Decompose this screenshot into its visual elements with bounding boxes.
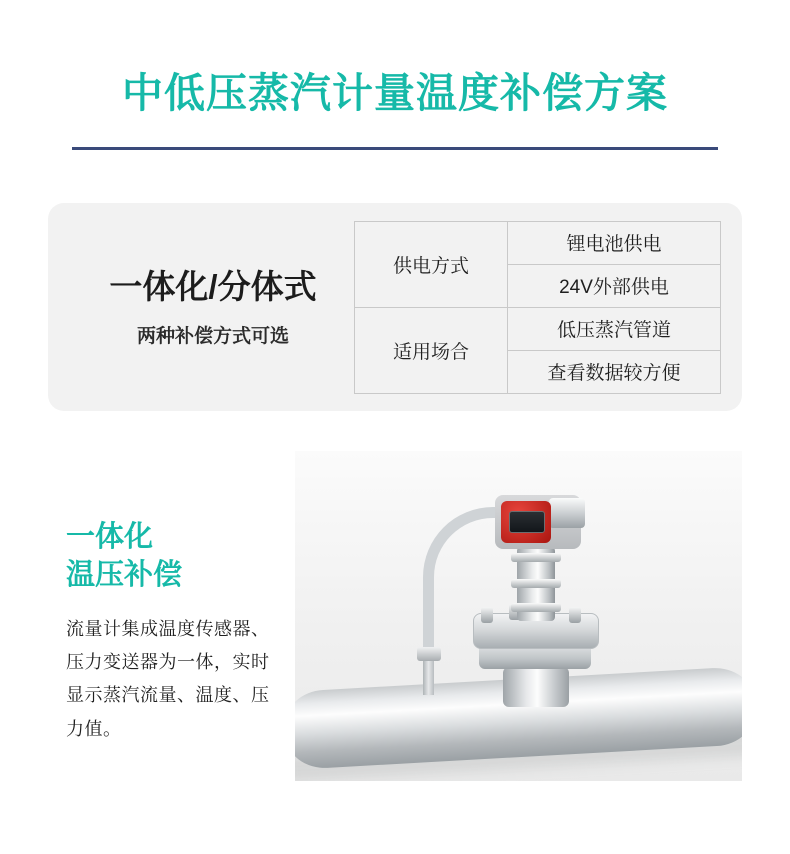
feature-desc-line-1: 流量计集成温度传感器、 xyxy=(66,618,270,639)
feature-text-block xyxy=(66,519,316,746)
flange-collar xyxy=(503,667,569,707)
meter-stem-ring xyxy=(511,579,561,588)
feature-desc-line-4: 力值。 xyxy=(66,718,122,739)
transmitter-display-screen xyxy=(509,511,545,533)
feature-title xyxy=(66,519,316,594)
spec-label-scene: 适用场合 xyxy=(355,307,508,393)
spec-value-power-1: 锂电池供电 xyxy=(508,221,721,264)
page-header xyxy=(0,0,790,150)
feature-desc-line-3: 显示蒸汽流量、温度、压 xyxy=(66,685,270,706)
feature-desc-line-2: 压力变送器为一体，实时 xyxy=(66,651,270,672)
page-title: 中低压蒸汽计量温度补偿方案 xyxy=(122,70,668,116)
feature-title-line-2: 温压补偿 xyxy=(66,558,183,591)
flange-bolt xyxy=(481,607,493,623)
spec-value-scene-2: 查看数据较方便 xyxy=(508,350,721,393)
flange-bolt xyxy=(569,607,581,623)
feature-section xyxy=(48,451,742,781)
table-row xyxy=(355,221,721,264)
feature-description xyxy=(66,613,316,746)
spec-table xyxy=(354,221,721,394)
spec-panel xyxy=(48,203,742,411)
transmitter-cap xyxy=(549,498,585,528)
spec-panel-title: 一体化/分体式 xyxy=(109,267,317,305)
conduit-fitting xyxy=(417,647,441,661)
spec-panel-subtitle: 两种补偿方式可选 xyxy=(136,325,289,347)
spec-value-power-2: 24V外部供电 xyxy=(508,264,721,307)
meter-stem-ring xyxy=(511,603,561,612)
product-photo xyxy=(295,451,742,781)
spec-label-power: 供电方式 xyxy=(355,221,508,307)
feature-title-line-1: 一体化 xyxy=(66,521,154,554)
meter-stem-ring xyxy=(511,553,561,562)
spec-panel-heading-group xyxy=(48,267,348,348)
spec-value-scene-1: 低压蒸汽管道 xyxy=(508,307,721,350)
header-divider xyxy=(72,147,718,150)
table-row xyxy=(355,307,721,350)
